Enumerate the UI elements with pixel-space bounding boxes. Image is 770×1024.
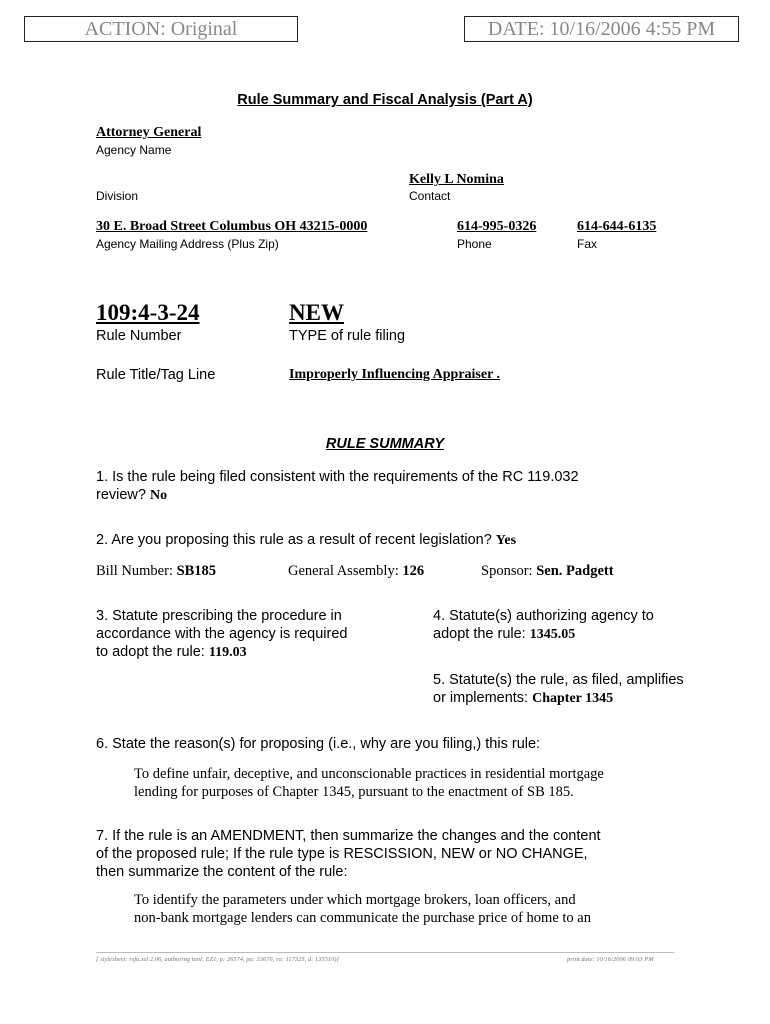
general-assembly-label: General Assembly:	[288, 563, 399, 579]
question-1	[96, 468, 579, 505]
question-3	[96, 607, 347, 662]
rule-type-value: NEW	[289, 300, 344, 325]
general-assembly	[288, 562, 424, 580]
question-1-line-2: review?	[96, 487, 146, 503]
action-text: ACTION: Original	[84, 18, 238, 40]
sponsor-value: Sen. Padgett	[536, 563, 614, 579]
bill-number	[96, 562, 216, 580]
question-5-answer: Chapter 1345	[532, 691, 614, 706]
question-6: 6. State the reason(s) for proposing (i.e., why are you filing,) this rule:	[96, 736, 541, 752]
agency-name-value: Attorney General	[96, 125, 202, 140]
phone-label: Phone	[457, 237, 492, 251]
question-1-answer: No	[150, 488, 168, 503]
fax-value: 614-644-6135	[577, 219, 657, 234]
question-6-answer	[134, 765, 604, 801]
division-label: Division	[96, 189, 139, 203]
date-text: DATE: 10/16/2006 4:55 PM	[487, 18, 716, 40]
question-7-answer-line-1: To identify the parameters under which mortgage brokers, loan officers, and	[134, 892, 576, 908]
question-4-answer: 1345.05	[529, 627, 576, 642]
question-5-line-2: or implements:	[433, 690, 529, 706]
address-value: 30 E. Broad Street Columbus OH 43215-0000	[96, 219, 368, 234]
question-6-answer-line-2: lending for purposes of Chapter 1345, pursuant to the enactment of SB 185.	[134, 784, 574, 800]
rule-title-label: Rule Title/Tag Line	[96, 367, 216, 383]
contact-label: Contact	[409, 189, 451, 203]
question-5-line-1: 5. Statute(s) the rule, as filed, amplifies	[433, 672, 684, 688]
agency-name-label: Agency Name	[96, 143, 172, 157]
address-label: Agency Mailing Address (Plus Zip)	[96, 237, 279, 251]
bill-number-value: SB185	[176, 563, 217, 579]
question-2-text: 2. Are you proposing this rule as a result of recent legislation?	[96, 532, 492, 548]
bill-number-label: Bill Number:	[96, 563, 173, 579]
question-7-line-3: then summarize the content of the rule:	[96, 864, 348, 880]
date-box	[464, 16, 739, 42]
question-3-line-2: accordance with the agency is required	[96, 626, 348, 642]
question-3-line-3: to adopt the rule:	[96, 644, 205, 660]
question-4-line-1: 4. Statute(s) authorizing agency to	[433, 608, 654, 624]
page-title: Rule Summary and Fiscal Analysis (Part A)	[237, 92, 533, 108]
contact-value: Kelly L Nomina	[409, 172, 504, 187]
action-box	[24, 16, 298, 42]
rule-number-value: 109:4-3-24	[96, 300, 200, 325]
question-7	[96, 827, 601, 881]
question-4-line-2: adopt the rule:	[433, 626, 526, 642]
rule-type-label: TYPE of rule filing	[289, 328, 406, 344]
question-2	[96, 531, 516, 550]
rule-number-label: Rule Number	[96, 328, 182, 344]
question-7-answer	[134, 891, 591, 927]
question-3-answer: 119.03	[208, 645, 247, 660]
footer-stylesheet-info: [ stylesheet: rsfa.xsl 2.06, authoring tool: EZ1, p: 26574, pa: 33676, ra: 117325, d: 135510)]	[96, 956, 340, 963]
fax-label: Fax	[577, 237, 598, 251]
question-1-line-1: 1. Is the rule being filed consistent with the requirements of the RC 119.032	[96, 469, 579, 485]
sponsor	[481, 562, 614, 580]
general-assembly-value: 126	[402, 563, 425, 579]
question-2-answer: Yes	[495, 533, 517, 548]
rule-title-value: Improperly Influencing Appraiser .	[289, 367, 501, 382]
question-3-line-1: 3. Statute prescribing the procedure in	[96, 608, 342, 624]
footer-rule	[96, 952, 674, 953]
phone-value: 614-995-0326	[457, 219, 537, 234]
question-7-line-2: of the proposed rule; If the rule type is RESCISSION, NEW or NO CHANGE,	[96, 846, 588, 862]
footer-print-date: print date: 10/16/2006 09:03 PM	[567, 956, 654, 963]
question-7-line-1: 7. If the rule is an AMENDMENT, then summarize the changes and the content	[96, 828, 601, 844]
question-7-answer-line-2: non-bank mortgage lenders can communicate the purchase price of home to an	[134, 910, 591, 926]
question-5	[433, 671, 684, 708]
rule-summary-heading: RULE SUMMARY	[325, 436, 445, 452]
question-4	[433, 607, 654, 644]
question-6-answer-line-1: To define unfair, deceptive, and unconscionable practices in residential mortgage	[134, 766, 604, 782]
sponsor-label: Sponsor:	[481, 563, 533, 579]
